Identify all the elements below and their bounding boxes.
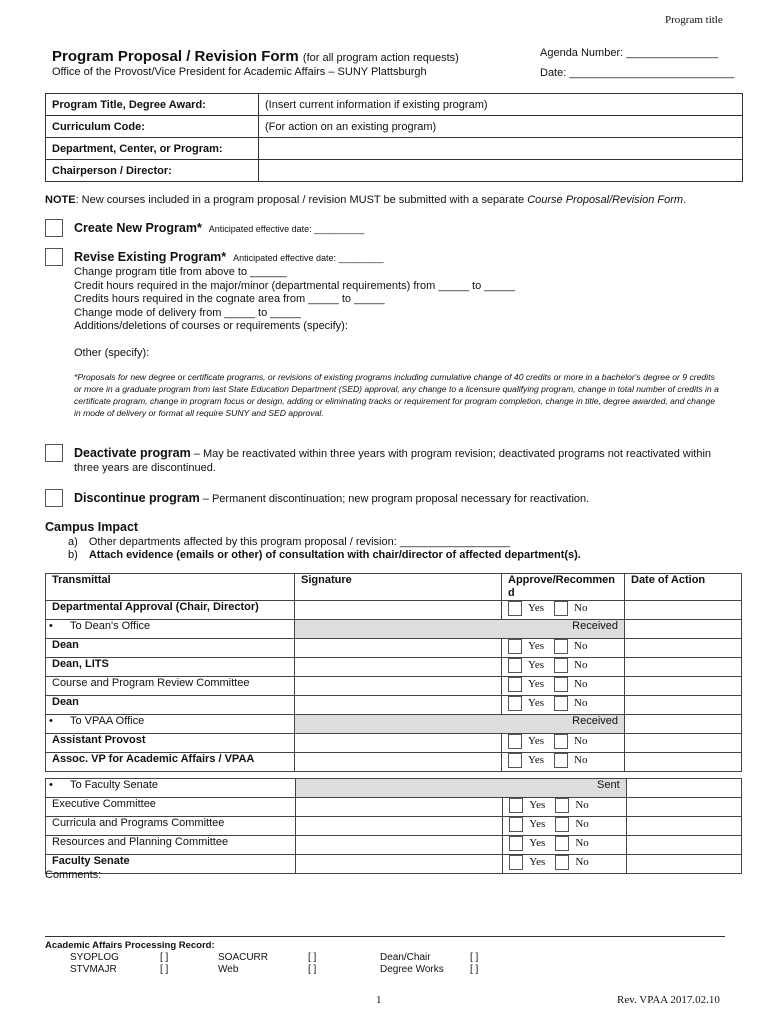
row-resources-committee: Resources and Planning Committee (46, 836, 296, 855)
discontinue-text: – Permanent discontinuation; new program proposal necessary for reactivation. (199, 493, 590, 505)
approve-cell (502, 753, 625, 772)
no-checkbox[interactable] (554, 639, 568, 654)
no-checkbox[interactable] (554, 696, 568, 711)
approve-cell (503, 798, 626, 817)
campus-impact-b (68, 549, 581, 561)
yes-label: Yes (528, 697, 545, 710)
signature-cell[interactable] (295, 601, 502, 620)
table-row (46, 798, 742, 817)
table-row (46, 116, 743, 138)
approve-cell (502, 696, 625, 715)
no-checkbox[interactable] (554, 734, 568, 749)
row-executive-committee: Executive Committee (46, 798, 296, 817)
note-form-name: Course Proposal/Revision Form (527, 194, 684, 206)
no-label: No (574, 697, 588, 710)
yes-label: Yes (529, 837, 546, 850)
date-cell[interactable] (625, 753, 742, 772)
no-label: No (574, 602, 588, 615)
form-title-note: (for all program action requests) (302, 52, 459, 64)
signature-cell[interactable] (295, 639, 502, 658)
processing-degree-works: Degree Works (380, 964, 444, 975)
revise-items (74, 266, 515, 334)
date-field[interactable]: Date: ___________________________ (540, 67, 735, 79)
no-label: No (575, 837, 589, 850)
yes-checkbox[interactable] (509, 836, 523, 851)
approve-cell (503, 836, 626, 855)
table-row (46, 779, 742, 798)
table-row (46, 855, 742, 874)
yes-checkbox[interactable] (509, 855, 523, 870)
yes-label: Yes (528, 659, 545, 672)
table-header-row (46, 574, 742, 601)
processing-degree-works-box[interactable]: [ ] (470, 964, 479, 975)
yes-label: Yes (528, 602, 545, 615)
revise-program-line (74, 250, 384, 264)
date-cell[interactable] (626, 836, 741, 855)
processing-syoplog-box[interactable]: [ ] (160, 952, 169, 963)
date-cell[interactable] (626, 855, 741, 874)
row-assoc-vp: Assoc. VP for Academic Affairs / VPAA (46, 753, 295, 772)
curriculum-code-label: Curriculum Code: (46, 116, 259, 138)
create-program-checkbox[interactable] (45, 219, 63, 237)
signature-cell[interactable] (295, 677, 502, 696)
campus-impact-b-text: Attach evidence (emails or other) of consultation with chair/director of affected department(s). (88, 549, 581, 561)
deactivate-checkbox[interactable] (45, 444, 63, 462)
approve-cell (502, 658, 625, 677)
row-dean-lits: Dean, LITS (46, 658, 295, 677)
row-dean: Dean (46, 639, 295, 658)
no-checkbox[interactable] (555, 836, 569, 851)
processing-syoplog: SYOPLOG (70, 952, 119, 963)
received-cell: Received (295, 715, 625, 734)
processing-web: Web (218, 964, 239, 975)
deactivate-line (74, 446, 714, 475)
processing-stvmajr-box[interactable]: [ ] (160, 964, 169, 975)
revision-label: Rev. VPAA 2017.02.10 (617, 994, 720, 1006)
chairperson-field[interactable] (259, 160, 743, 182)
no-checkbox[interactable] (554, 601, 568, 616)
approve-cell (502, 677, 625, 696)
processing-dean-chair-box[interactable]: [ ] (470, 952, 479, 963)
no-checkbox[interactable] (555, 798, 569, 813)
no-checkbox[interactable] (554, 677, 568, 692)
date-cell[interactable] (625, 658, 742, 677)
yes-label: Yes (529, 856, 546, 869)
other-specify[interactable]: Other (specify): (74, 347, 150, 359)
header-signature: Signature (295, 574, 502, 601)
row-curricula-committee: Curricula and Programs Committee (46, 817, 296, 836)
revise-program-title: Revise Existing Program* (74, 250, 227, 264)
yes-label: Yes (528, 640, 545, 653)
yes-checkbox[interactable] (508, 734, 522, 749)
yes-checkbox[interactable] (508, 677, 522, 692)
date-cell[interactable] (625, 601, 742, 620)
processing-divider (45, 936, 725, 937)
list-item[interactable]: Additions/deletions of courses or requirements (specify): (74, 320, 348, 333)
table-row (46, 639, 742, 658)
signature-cell[interactable] (295, 753, 502, 772)
received-cell: Received (295, 620, 625, 639)
table-row (46, 620, 742, 639)
deactivate-title: Deactivate program (74, 446, 191, 460)
campus-impact-a-label: a) (68, 536, 78, 548)
approve-cell (503, 855, 626, 874)
campus-impact-b-label: b) (68, 549, 78, 561)
table-row (46, 734, 742, 753)
deactivate-text: – May be reactivated within three years with program revision; deactivated programs not reactivated within three years are discontinued. (74, 448, 712, 474)
processing-title: Academic Affairs Processing Record: (45, 940, 215, 951)
table-row (46, 94, 743, 116)
processing-web-box[interactable]: [ ] (308, 964, 317, 975)
department-field[interactable] (259, 138, 743, 160)
create-program-line (74, 221, 364, 235)
senate-table (45, 778, 742, 874)
table-row (46, 715, 742, 734)
page-number: 1 (376, 994, 382, 1006)
yes-checkbox[interactable] (509, 817, 523, 832)
chairperson-label: Chairperson / Director: (46, 160, 259, 182)
program-info-table (45, 93, 743, 182)
date-cell[interactable] (625, 639, 742, 658)
note-prefix: NOTE (45, 194, 76, 206)
sent-cell: Sent (295, 779, 626, 798)
table-row (46, 696, 742, 715)
discontinue-title: Discontinue program (74, 491, 200, 505)
yes-checkbox[interactable] (508, 696, 522, 711)
yes-checkbox[interactable] (509, 798, 523, 813)
no-label: No (575, 799, 589, 812)
office-line: Office of the Provost/Vice President for Academic Affairs – SUNY Plattsburgh (52, 66, 427, 78)
header-approve: Approve/Recommen d (502, 574, 625, 601)
row-course-program-review: Course and Program Review Committee (46, 677, 295, 696)
table-row (46, 138, 743, 160)
curriculum-code-field[interactable]: (For action on an existing program) (259, 116, 743, 138)
row-departmental-approval: Departmental Approval (Chair, Director) (46, 601, 295, 620)
yes-checkbox[interactable] (508, 658, 522, 673)
yes-label: Yes (528, 754, 545, 767)
processing-soacurr: SOACURR (218, 952, 269, 963)
yes-checkbox[interactable] (508, 601, 522, 616)
no-label: No (574, 640, 588, 653)
no-checkbox[interactable] (554, 753, 568, 768)
processing-dean-chair: Dean/Chair (380, 952, 431, 963)
yes-label: Yes (528, 678, 545, 691)
signature-cell[interactable] (295, 836, 503, 855)
yes-label: Yes (529, 818, 546, 831)
processing-soacurr-box[interactable]: [ ] (308, 952, 317, 963)
department-label: Department, Center, or Program: (46, 138, 259, 160)
to-faculty-senate (46, 779, 296, 798)
no-label: No (574, 735, 588, 748)
approve-cell (502, 734, 625, 753)
row-assistant-provost: Assistant Provost (46, 734, 295, 753)
note-end: . (683, 194, 687, 206)
form-title-text: Program Proposal / Revision Form (52, 48, 299, 65)
date-cell[interactable] (625, 677, 742, 696)
row-dean-2: Dean (46, 696, 295, 715)
comments-field[interactable] (45, 884, 725, 934)
discontinue-line (74, 491, 589, 505)
no-label: No (574, 678, 588, 691)
yes-label: Yes (528, 735, 545, 748)
note-text: : New courses included in a program proposal / revision MUST be submitted with a separate (75, 194, 528, 206)
list-item[interactable]: Change program title from above to ______ (74, 266, 287, 278)
list-item[interactable]: Credits hours required in the cognate area from _____ to _____ (74, 293, 385, 306)
yes-checkbox[interactable] (508, 753, 522, 768)
approval-table (45, 573, 742, 772)
date-cell[interactable] (625, 620, 742, 639)
create-program-title: Create New Program* (74, 221, 202, 235)
no-checkbox[interactable] (555, 855, 569, 870)
table-row (46, 601, 742, 620)
campus-impact-a (68, 536, 510, 548)
no-label: No (574, 659, 588, 672)
to-deans-office (46, 620, 295, 639)
approve-cell (502, 601, 625, 620)
revise-program-checkbox[interactable] (45, 248, 63, 266)
yes-checkbox[interactable] (508, 639, 522, 654)
to-vpaa-label: • To VPAA Office (70, 715, 144, 727)
row-faculty-senate: Faculty Senate (46, 855, 296, 874)
table-row (46, 836, 742, 855)
program-title-field[interactable]: (Insert current information if existing program) (259, 94, 743, 116)
signature-cell[interactable] (295, 734, 502, 753)
program-title-label-cell: Program Title, Degree Award: (46, 94, 259, 116)
date-cell[interactable] (626, 779, 741, 798)
campus-impact-title: Campus Impact (45, 520, 139, 534)
signature-cell[interactable] (295, 855, 503, 874)
date-cell[interactable] (625, 696, 742, 715)
form-title (52, 48, 459, 65)
signature-cell[interactable] (295, 798, 503, 817)
revise-program-date[interactable]: Anticipated effective date: _________ (233, 253, 384, 263)
yes-label: Yes (529, 799, 546, 812)
approve-cell (503, 817, 626, 836)
table-row (46, 160, 743, 182)
to-senate-label: • To Faculty Senate (70, 779, 158, 791)
discontinue-checkbox[interactable] (45, 489, 63, 507)
table-row (46, 658, 742, 677)
campus-impact-a-text[interactable]: Other departments affected by this program proposal / revision: __________________ (88, 536, 510, 548)
signature-cell[interactable] (295, 696, 502, 715)
table-row (46, 753, 742, 772)
footnote: *Proposals for new degree or certificate programs, or revisions of existing programs including cumulative change of 40 credits or more in a bachelor's degree or 9 credits or more in a graduate program from last State Education Department (SED) approval, any change to a licensure qualifying program, change in total number of credits in a certificate program, change in program focus or design, adding or eliminating tracks or requirement for program completion, change in title, degree awarded, and change in mode of delivery or format all require SUNY and SED approval. (74, 372, 719, 418)
list-item[interactable]: Change mode of delivery from _____ to _____ (74, 306, 301, 319)
approve-cell (502, 639, 625, 658)
note-line (45, 194, 686, 206)
agenda-number[interactable]: Agenda Number: _______________ (540, 47, 718, 59)
table-row (46, 677, 742, 696)
program-title-label: Program title (665, 14, 723, 26)
date-cell[interactable] (626, 798, 741, 817)
header-transmittal: Transmittal (46, 574, 295, 601)
date-cell[interactable] (625, 715, 742, 734)
header-date-of-action: Date of Action (625, 574, 742, 601)
no-label: No (575, 818, 589, 831)
comments-label: Comments: (45, 869, 102, 881)
table-row (46, 817, 742, 836)
to-vpaa-office (46, 715, 295, 734)
processing-stvmajr: STVMAJR (70, 964, 117, 975)
signature-cell[interactable] (295, 817, 503, 836)
no-checkbox[interactable] (554, 658, 568, 673)
list-item[interactable]: Credit hours required in the major/minor (departmental requirements) from _____ to _____ (74, 279, 515, 292)
to-deans-label: • To Dean's Office (70, 620, 150, 632)
date-cell[interactable] (625, 734, 742, 753)
no-label: No (574, 754, 588, 767)
signature-cell[interactable] (295, 658, 502, 677)
create-program-date[interactable]: Anticipated effective date: __________ (208, 224, 365, 234)
no-label: No (575, 856, 589, 869)
no-checkbox[interactable] (555, 817, 569, 832)
date-cell[interactable] (626, 817, 741, 836)
